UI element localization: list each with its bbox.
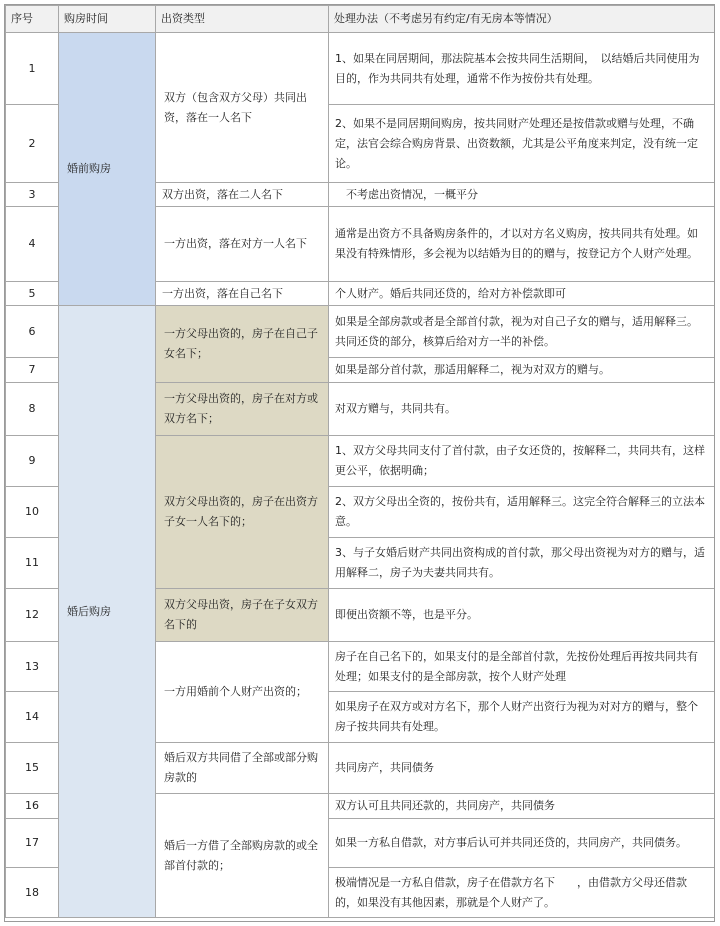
row-number: 15 — [6, 743, 59, 794]
row-number: 4 — [6, 207, 59, 282]
method-cell: 2、如果不是同居期间购房，按共同财产处理还是按借款或赠与处理，不确定，法官会综合购房背景、出资数额，尤其是公平角度来判定，没有统一定论。 — [329, 105, 715, 183]
row-number: 3 — [6, 183, 59, 207]
funding-type: 婚后双方共同借了全部或部分购房款的 — [156, 743, 329, 794]
funding-type: 一方用婚前个人财产出资的； — [156, 642, 329, 743]
row-number: 7 — [6, 358, 59, 383]
method-cell: 对双方赠与，共同共有。 — [329, 383, 715, 436]
header-purchase-time: 购房时间 — [59, 6, 156, 33]
header-method: 处理办法（不考虑另有约定/有无房本等情况） — [329, 6, 715, 33]
group-postmarital: 婚后购房 — [59, 306, 156, 918]
method-cell: 双方认可且共同还款的，共同房产，共同债务 — [329, 794, 715, 819]
table-row — [6, 33, 715, 105]
row-number: 16 — [6, 794, 59, 819]
row-number: 2 — [6, 105, 59, 183]
method-cell: 个人财产。婚后共同还贷的，给对方补偿款即可 — [329, 282, 715, 306]
method-cell: 房子在自己名下的，如果支付的是全部首付款，先按份处理后再按共同共有处理；如果支付的是全部房款，按个人财产处理 — [329, 642, 715, 692]
method-cell: 3、与子女婚后财产共同出资构成的首付款，那父母出资视为对方的赠与，适用解释二，房子为夫妻共同共有。 — [329, 538, 715, 589]
header-no: 序号 — [6, 6, 59, 33]
method-cell: 如果是全部房款或者是全部首付款，视为对自己子女的赠与，适用解释三。共同还贷的部分，核算后给对方一半的补偿。 — [329, 306, 715, 358]
row-number: 9 — [6, 436, 59, 487]
house-purchase-table — [5, 5, 715, 918]
row-number: 8 — [6, 383, 59, 436]
row-number: 11 — [6, 538, 59, 589]
method-cell: 2、双方父母出全资的，按份共有，适用解释三。这完全符合解释三的立法本意。 — [329, 487, 715, 538]
funding-type: 双方父母出资，房子在子女双方名下的 — [156, 589, 329, 642]
method-cell: 极端情况是一方私自借款，房子在借款方名下 ，由借款方父母还借款的，如果没有其他因素，那就是个人财产了。 — [329, 868, 715, 918]
row-number: 1 — [6, 33, 59, 105]
funding-type: 双方（包含双方父母）共同出资，落在一人名下 — [156, 33, 329, 183]
method-cell: 如果是部分首付款，那适用解释二，视为对双方的赠与。 — [329, 358, 715, 383]
method-cell: 如果房子在双方或对方名下，那个人财产出资行为视为对对方的赠与，整个房子按共同共有处理。 — [329, 692, 715, 743]
row-number: 13 — [6, 642, 59, 692]
row-number: 12 — [6, 589, 59, 642]
funding-type: 一方出资，落在对方一人名下 — [156, 207, 329, 282]
method-cell: 通常是出资方不具备购房条件的，才以对方名义购房，按共同共有处理。如果没有特殊情形，多会视为以结婚为目的的赠与，按登记方个人财产处理。 — [329, 207, 715, 282]
funding-type: 双方出资，落在二人名下 — [156, 183, 329, 207]
method-cell: 不考虑出资情况，一概平分 — [329, 183, 715, 207]
funding-type: 一方父母出资的，房子在对方或双方名下； — [156, 383, 329, 436]
funding-type: 婚后一方借了全部购房款的或全部首付款的； — [156, 794, 329, 918]
method-cell: 共同房产，共同债务 — [329, 743, 715, 794]
table-row — [6, 306, 715, 358]
row-number: 5 — [6, 282, 59, 306]
row-number: 14 — [6, 692, 59, 743]
method-cell: 如果一方私自借款，对方事后认可并共同还贷的，共同房产，共同债务。 — [329, 819, 715, 868]
method-cell: 1、双方父母共同支付了首付款，由子女还贷的，按解释二，共同共有，这样更公平，依据明确； — [329, 436, 715, 487]
header-row — [6, 6, 715, 33]
row-number: 6 — [6, 306, 59, 358]
row-number: 18 — [6, 868, 59, 918]
row-number: 17 — [6, 819, 59, 868]
header-funding-type: 出资类型 — [156, 6, 329, 33]
group-premarital: 婚前购房 — [59, 33, 156, 306]
funding-type: 一方出资，落在自己名下 — [156, 282, 329, 306]
funding-type: 双方父母出资的，房子在出资方子女一人名下的； — [156, 436, 329, 589]
method-cell: 1、如果在同居期间，那法院基本会按共同生活期间， 以结婚后共同使用为目的，作为共同共有处理，通常不作为按份共有处理。 — [329, 33, 715, 105]
funding-type: 一方父母出资的，房子在自己子女名下； — [156, 306, 329, 383]
row-number: 10 — [6, 487, 59, 538]
policy-table-frame — [4, 4, 715, 922]
method-cell: 即便出资额不等，也是平分。 — [329, 589, 715, 642]
